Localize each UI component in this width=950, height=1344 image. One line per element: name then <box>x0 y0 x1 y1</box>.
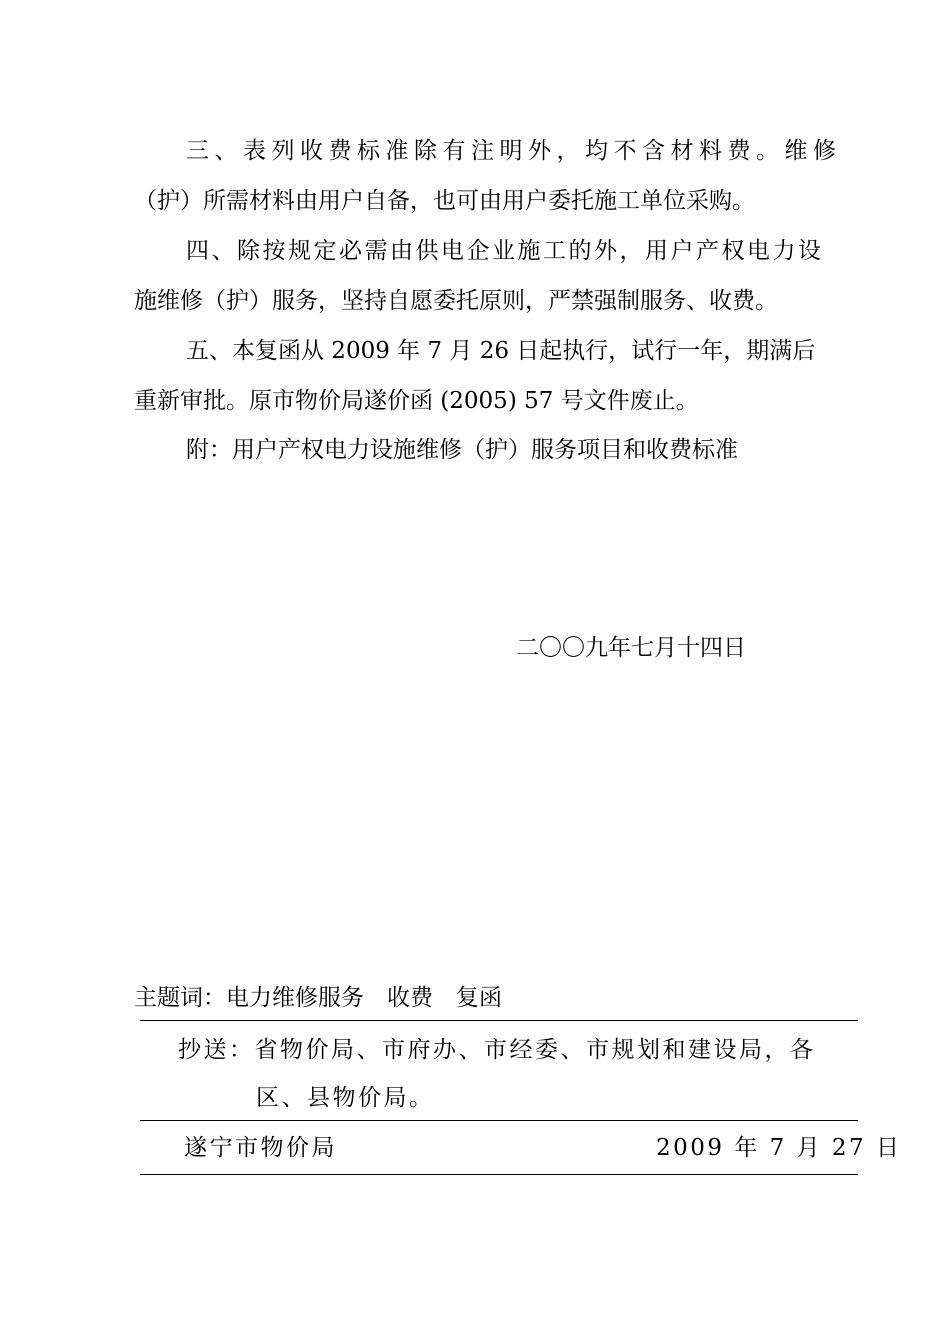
issuing-authority: 遂宁市物价局 <box>184 1135 337 1161</box>
divider-bottom <box>140 1174 858 1175</box>
paragraph-5-line-1: 五、本复函从 2009 年 7 月 26 日起执行，试行一年，期满后 <box>186 338 816 364</box>
paragraph-3-line-2: （护）所需材料由用户自备，也可由用户委托施工单位采购。 <box>134 188 755 214</box>
paragraph-5-line-2: 重新审批。原市物价局遂价函 (2005) 57 号文件废止。 <box>134 388 699 414</box>
divider-middle <box>140 1120 858 1121</box>
attachment-note: 附：用户产权电力设施维修（护）服务项目和收费标准 <box>186 437 738 463</box>
paragraph-4-line-2: 施维修（护）服务，坚持自愿委托原则，严禁强制服务、收费。 <box>134 288 778 314</box>
paragraph-4-line-1: 四、除按规定必需由供电企业施工的外，用户产权电力设 <box>186 238 824 264</box>
cc-line-2: 区、县物价局。 <box>256 1085 435 1111</box>
subject-keywords: 主题词：电力维修服务 收费 复函 <box>134 985 502 1011</box>
paragraph-3-line-1: 三、表列收费标准除有注明外，均不含材料费。维修 <box>186 138 842 164</box>
signing-date: 二〇〇九年七月十四日 <box>516 635 746 661</box>
cc-line-1: 抄送：省物价局、市府办、市经委、市规划和建设局，各 <box>178 1037 816 1063</box>
issue-date: 2009 年 7 月 27 日 <box>656 1135 902 1161</box>
divider-top <box>140 1020 858 1021</box>
